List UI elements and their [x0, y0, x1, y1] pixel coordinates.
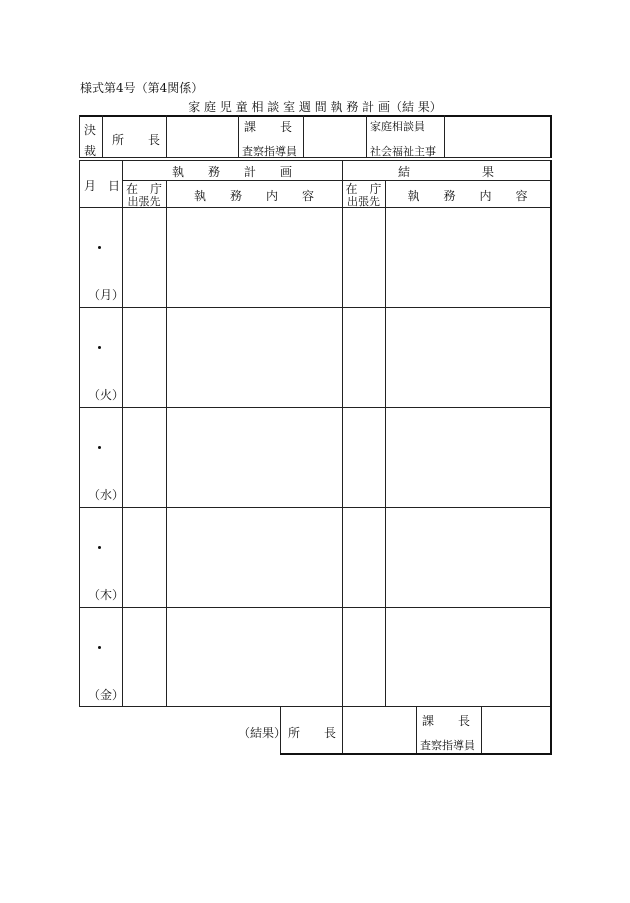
date-header: 月 日 [84, 179, 121, 193]
plan-location-bottom: 出張先 [127, 195, 161, 208]
result-duty-content: 執 務 内 容 [407, 189, 528, 203]
result-header: 結 果 [397, 165, 494, 179]
footer-sasatsu-label: 査察指導員 [420, 739, 475, 752]
result-location-bottom: 出張先 [347, 195, 380, 208]
kessai-top-char: 決 [84, 123, 97, 137]
day-label: （金） [88, 688, 125, 702]
date-separator-dot [98, 246, 101, 249]
footer-shochou-label: 所 長 [288, 726, 337, 740]
plan-header: 執 務 計 画 [171, 165, 292, 179]
plan-duty-content: 執 務 内 容 [193, 189, 314, 203]
date-separator-dot [98, 546, 101, 549]
footer-result-label: （結果） [238, 726, 287, 740]
sasatsu-label: 査察指導員 [242, 145, 297, 158]
date-separator-dot [98, 646, 101, 649]
date-separator-dot [98, 446, 101, 449]
result-location-top: 在 庁 [345, 182, 382, 196]
kachou-label: 課 長 [244, 120, 293, 134]
kessai-bottom-char: 裁 [84, 144, 97, 158]
date-separator-dot [98, 346, 101, 349]
shakai-fukushi-label: 社会福祉主事 [370, 145, 436, 158]
form-label: 様式第4号（第4関係） [80, 81, 204, 95]
footer-kachou-label: 課 長 [422, 714, 471, 728]
plan-location-top: 在 庁 [125, 182, 162, 196]
day-label: （水） [88, 488, 125, 502]
katei-soudanin-label: 家庭相談員 [370, 120, 425, 133]
shochou-label: 所 長 [112, 133, 161, 147]
form-title: 家 庭 児 童 相 談 室 週 間 執 務 計 画（結 果） [188, 100, 442, 114]
day-label: （木） [88, 588, 125, 602]
day-label: （月） [88, 288, 125, 302]
day-label: （火） [88, 388, 125, 402]
